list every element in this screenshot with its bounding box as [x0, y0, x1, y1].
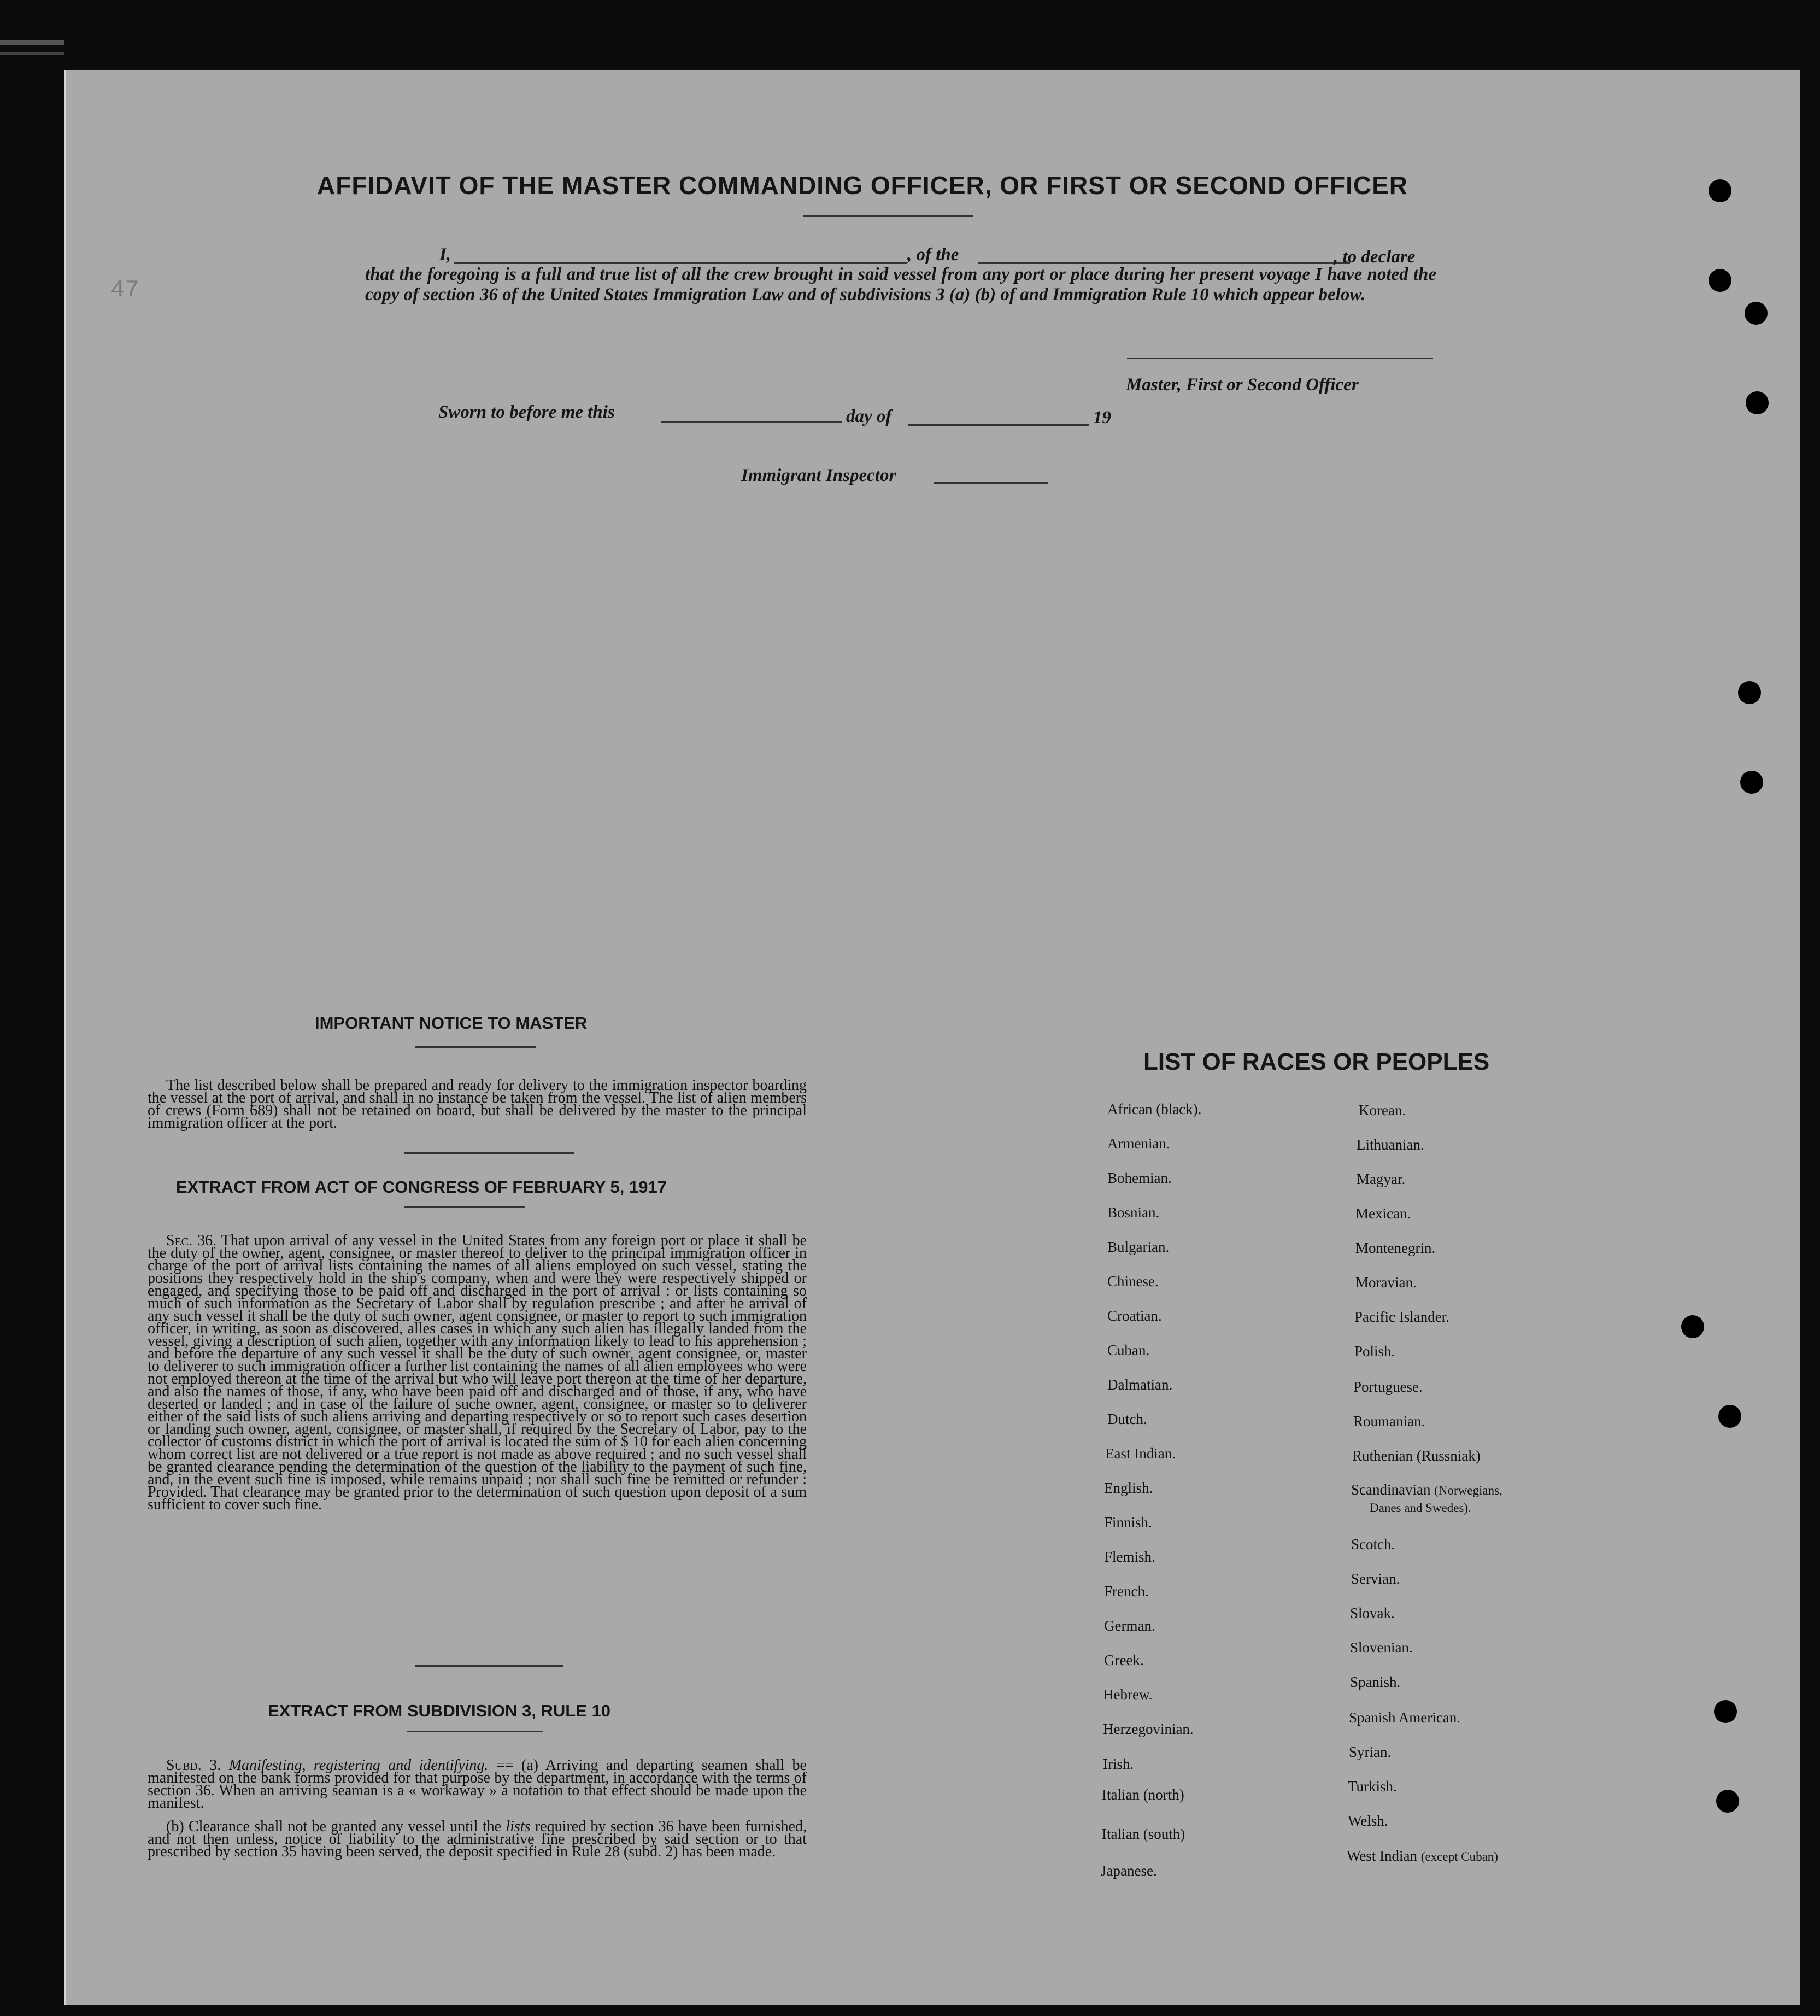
rule-heading-rule: [415, 1665, 563, 1667]
race-item: Magyar.: [1357, 1171, 1406, 1187]
officer-signature-label: Master, First or Second Officer: [1126, 375, 1359, 395]
race-item: Spanish American.: [1349, 1709, 1460, 1726]
punch-hole: [1709, 269, 1731, 292]
race-west-indian: West Indian: [1347, 1848, 1418, 1864]
race-item: Pacific Islander.: [1354, 1309, 1449, 1325]
punch-hole: [1709, 179, 1731, 202]
race-item: Flemish.: [1104, 1549, 1155, 1565]
race-item: Croatian.: [1107, 1308, 1162, 1324]
race-item: Servian.: [1351, 1570, 1400, 1587]
sworn-day-line: [661, 421, 842, 423]
punch-hole: [1681, 1315, 1704, 1338]
race-item: Portuguese.: [1353, 1379, 1423, 1395]
subd-b-lists: lists: [506, 1818, 531, 1835]
officer-signature-line: [1127, 358, 1433, 359]
race-item: Syrian.: [1349, 1744, 1392, 1760]
race-scandinavian: Scandinavian: [1351, 1481, 1431, 1498]
race-item: Italian (north): [1102, 1786, 1184, 1803]
affidavit-statement: that the foregoing is a full and true list of all the crew brought in said vessel from any port or place during her present voyage I have noted the copy of section 36 of the United States Immigration Law and of subdivisions 3 (a) (b) of and Immigration Rule 10 which appear below.: [365, 265, 1436, 304]
race-west-indian-note: (except Cuban): [1420, 1850, 1498, 1863]
race-note-line: [1370, 1499, 1471, 1516]
inspector-signature-line: [934, 482, 1048, 484]
margin-mark: 47: [110, 277, 139, 304]
race-item: Dalmatian.: [1107, 1376, 1173, 1393]
sec-label: Sec. 36.: [166, 1232, 217, 1249]
race-item: Finnish.: [1104, 1514, 1152, 1531]
race-item: Japanese.: [1101, 1862, 1157, 1879]
race-item: Spanish.: [1350, 1674, 1401, 1690]
vessel-line: [978, 262, 1350, 264]
race-item: East Indian.: [1105, 1445, 1176, 1462]
race-item: French.: [1104, 1583, 1149, 1599]
races-title: LIST OF RACES OR PEOPLES: [1143, 1048, 1490, 1075]
race-scandinavian-note: (Norwegians,: [1434, 1484, 1502, 1497]
race-item: Lithuanian.: [1357, 1136, 1424, 1153]
race-item: Bosnian.: [1107, 1204, 1160, 1221]
punch-hole: [1746, 391, 1769, 414]
race-item: Slovenian.: [1350, 1639, 1413, 1656]
race-item: Montenegrin.: [1355, 1240, 1436, 1256]
race-item: Hebrew.: [1103, 1686, 1153, 1703]
race-item: Armenian.: [1107, 1135, 1170, 1152]
race-item: Slovak.: [1350, 1605, 1395, 1621]
year-label: 19: [1093, 408, 1111, 427]
race-item: Turkish.: [1348, 1778, 1397, 1795]
subd-title: Manifesting, registering and identifying.: [228, 1757, 489, 1774]
race-item: Mexican.: [1355, 1205, 1411, 1222]
act-body: That upon arrival of any vessel in the United States from any foreign port or place it shall be the duty of the owner, agent, consignee, or master thereof to deliver to the principal immigration officer in charge of the port of arrival lists containing the names of all aliens employed on such vessel, stating the positions they respectively hold in the ship's company, when and were they were respectively shipped or engaged, and specifying those to be paid off and discharged in the port of arrival : or lists containing so much of such information as the Secretary of Labor shall by regulation prescribe ; and after he arrival of any such vessel it shall be the duty of such owner, agent consignee, or master to report to such immigration officer, in writing, as soon as discovered, alles cases in which any such alien has illegally landed from the vessel, giving a description of such alien, together with any information likely to lead to his apprehension ; and before the departure of any such vessel it shall be the duty of such owner, agent consignee, or, master to deliverer to such immigration officer a further list containing the names of all alien employees who were not employed thereon at the time of the arrival but who will leave port thereon at the time of her departure, and also the names of those, if any, who have been paid off and discharged and of those, if any, who have deserted or landed ; and in case of the failure of suche owner, agent, consignee, or master so to deliverer either of the said lists of such aliens arriving and departing respectively or so to report such cases desertion or landing such owner, agent, consignee, or master shall, if required by the Secretary of Labor, pay to the collector of customs district in which the port of arrival is located the sum of $ 10 for each alien concerning whom correct list are not delivered or a true report is not made as above required ; and no such vessel shall be granted clearance pending the determination of the question of the liability to the payment of such fine, and, in the event such fine is imposed, while remains unpaid ; nor shall such fine be remitted or refunder : Provided. That clearance may be granted prior to the determination of such question upon deposit of a sum sufficient to cover such fine.: [148, 1232, 807, 1513]
race-scandinavian-note-2: Danes and Swedes).: [1370, 1501, 1471, 1515]
sworn-label: Sworn to before me this: [438, 402, 615, 422]
race-item: Moravian.: [1355, 1274, 1417, 1291]
race-item: [1351, 1481, 1502, 1498]
race-item: Irish.: [1103, 1756, 1134, 1772]
punch-hole: [1740, 771, 1763, 794]
race-item: [1347, 1848, 1498, 1865]
top-edge-streak-2: [0, 52, 64, 55]
punch-hole: [1745, 302, 1768, 325]
race-item: Chinese.: [1107, 1273, 1159, 1290]
day-of-label: day of: [846, 407, 892, 426]
rule-text-b: [148, 1820, 807, 1858]
notice-heading: IMPORTANT NOTICE TO MASTER: [315, 1013, 588, 1033]
act-heading: EXTRACT FROM ACT OF CONGRESS OF FEBRUARY 5, 1917: [176, 1177, 667, 1197]
affidavit-title: AFFIDAVIT OF THE MASTER COMMANDING OFFICER, OR FIRST OR SECOND OFFICER: [317, 171, 1408, 200]
subd-label: Subd. 3.: [166, 1757, 221, 1774]
inspector-label: Immigrant Inspector: [741, 466, 896, 485]
declare-label: , to declare: [1334, 247, 1416, 267]
race-item: Greek.: [1104, 1652, 1144, 1668]
race-item: Dutch.: [1107, 1411, 1147, 1427]
race-item: Bohemian.: [1107, 1170, 1172, 1186]
race-item: African (black).: [1107, 1101, 1202, 1117]
subd-a-body: == (a) Arriving and departing seamen shall be manifested on the bank forms provided for that purpose by the department, in accordance with the terms of section 36. When an arriving seaman is a « workaway » a notation to that effect should be made upon the manifest.: [148, 1757, 807, 1812]
race-item: Polish.: [1354, 1343, 1395, 1359]
top-edge-streak: [0, 40, 64, 45]
punch-hole: [1738, 681, 1761, 704]
subd-b-suffix: required by section 36 have been furnished, and not then unless, notice of liability to the administrative fine prescribed by said section or to that prescribed by section 35 having been served, the deposit specified in Rule 28 (subd. 2) has been made.: [148, 1818, 807, 1860]
vessel-label: , of the: [907, 245, 959, 265]
race-item: Bulgarian.: [1107, 1239, 1170, 1255]
act-heading-underline: [404, 1206, 525, 1208]
rule-heading: EXTRACT FROM SUBDIVISION 3, RULE 10: [268, 1701, 610, 1720]
race-item: Ruthenian (Russniak): [1352, 1447, 1481, 1464]
race-item: Scotch.: [1351, 1536, 1395, 1552]
race-item: English.: [1104, 1480, 1153, 1496]
act-heading-rule: [404, 1152, 574, 1154]
race-item: Roumanian.: [1353, 1413, 1425, 1429]
race-item: Welsh.: [1348, 1813, 1388, 1829]
punch-hole: [1718, 1405, 1741, 1428]
notice-text: The list described below shall be prepared and ready for delivery to the immigration inspector boarding the vessel at the port of arrival, and shall in no instance be taken from the vessel. The list of alien members of crews (Form 689) shall not be retained on board, but shall be delivered by the master to the principal immigration officer at the port.: [148, 1077, 807, 1132]
rule-heading-underline: [407, 1731, 543, 1732]
sworn-month-line: [908, 424, 1089, 426]
affiant-name-line: [454, 262, 907, 264]
punch-hole: [1716, 1790, 1739, 1813]
race-item: German.: [1104, 1618, 1155, 1634]
race-item: Korean.: [1359, 1102, 1406, 1118]
subd-b-prefix: (b) Clearance shall not be granted any vessel until the: [166, 1818, 502, 1835]
notice-heading-underline: [415, 1046, 536, 1048]
punch-hole: [1714, 1700, 1737, 1723]
act-text: [148, 1234, 807, 1511]
race-item: Cuban.: [1107, 1342, 1150, 1358]
affiant-name-label: I,: [439, 245, 451, 265]
race-item: Italian (south): [1102, 1826, 1185, 1842]
rule-text-a: [148, 1757, 807, 1812]
race-item: Herzegovinian.: [1103, 1721, 1194, 1737]
title-underline: [803, 215, 973, 217]
